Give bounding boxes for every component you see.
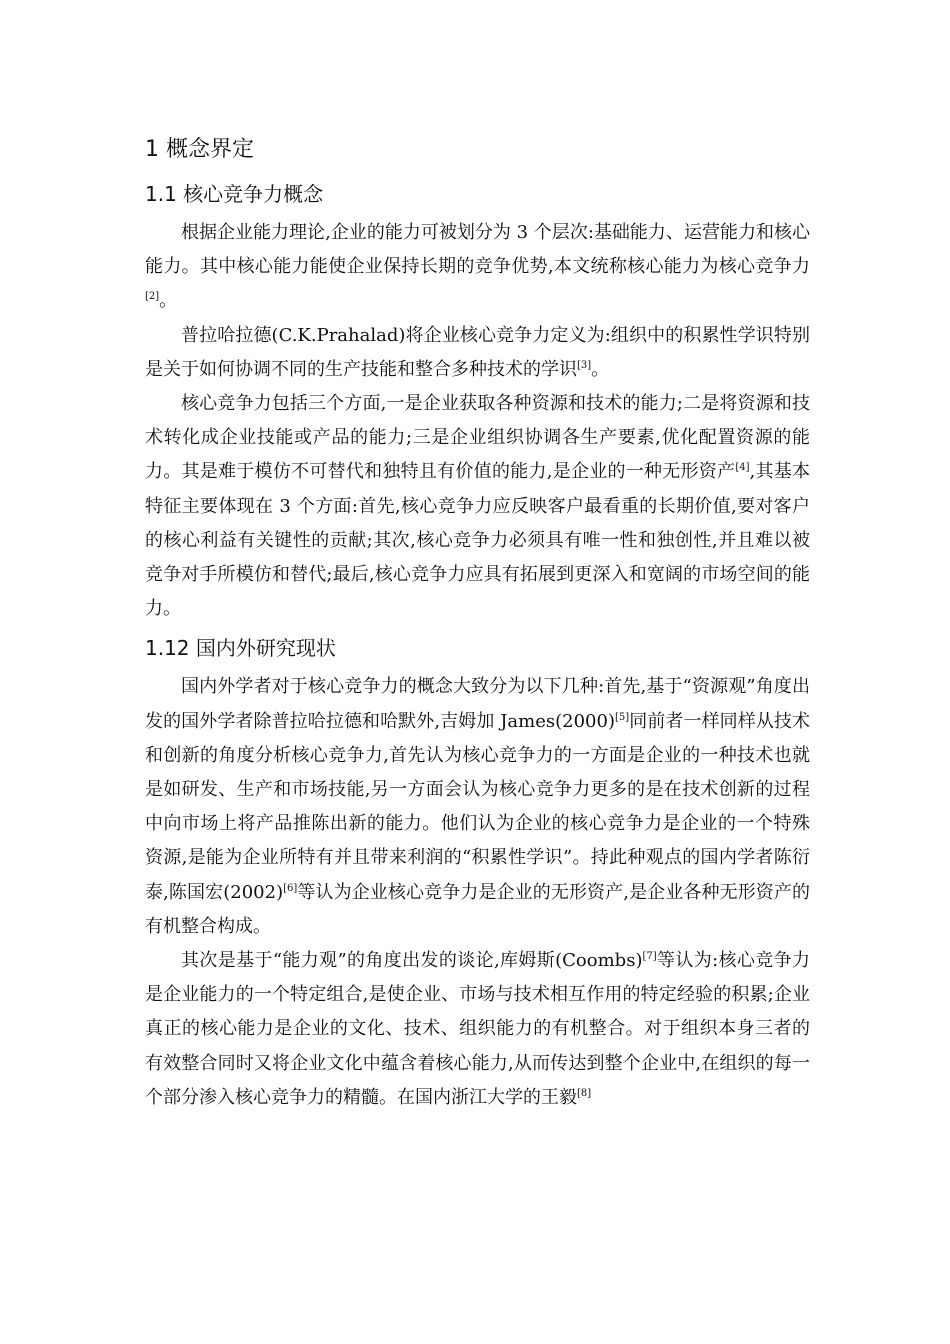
paragraph-text: ,其基本特征主要体现在 3 个方面:首先,核心竞争力应反映客户最看重的长期价值,要对客户的核心利益有关键性的贡献;其次,核心竞争力必须具有唯一性和独创性,并且难以被竞争对手所模仿和替代;最后,核心竞争力应具有拓展到更深入和宽阔的市场空间的能力。 — [145, 461, 810, 620]
paragraph-enterprise-capability-levels — [145, 216, 810, 319]
paragraph-text: 核心竞争力包括三个方面,一是企业获取各种资源和技术的能力;二是将资源和技术转化成企业技能或产品的能力;三是企业组织协调各生产要素,优化配置资源的能力。其是难于模仿不可替代和独特且有价值的能力,是企业的一种无形资产 — [145, 393, 810, 483]
paragraph-text: 等认为企业核心竞争力是企业的无形资产,是企业各种无形资产的有机整合构成。 — [145, 881, 811, 937]
paragraph-resource-view — [145, 670, 810, 944]
paragraph-prahalad-definition — [145, 319, 810, 387]
subsection-heading-research-status: 1.12 国内外研究现状 — [145, 636, 336, 661]
document-body — [145, 128, 810, 1115]
paragraph-three-aspects — [145, 387, 810, 626]
paragraph-capability-view — [145, 944, 810, 1115]
citation-ref: [2] — [145, 291, 160, 303]
paragraph-text: 普拉哈拉德(C.K.Prahalad)将企业核心竞争力定义为:组织中的积累性学识特别是关于如何协调不同的生产技能和整合多种技术的学识 — [145, 324, 810, 380]
paragraph-text: 同前者一样同样从技术和创新的角度分析核心竞争力,首先认为核心竞争力的一方面是企业的一种技术也就是如研发、生产和市场技能,另一方面会认为核心竞争力更多的是在技术创新的过程中向市场上将产品推陈出新的能力。他们认为企业的核心竞争力是企业的一个特殊资源,是能为企业所特有并且带来利润的“积累性学识”。持此种观点的国内学者陈衍泰,陈国宏(2002) — [145, 710, 811, 903]
paragraph-text: 。 — [159, 290, 178, 312]
paragraph-text: 其次是基于“能力观”的角度出发的谈论,库姆斯(Coombs) — [181, 950, 643, 972]
citation-ref: [8] — [577, 1087, 592, 1099]
citation-ref: [5] — [614, 711, 630, 723]
citation-ref: [4] — [735, 462, 750, 474]
citation-ref: [6] — [283, 882, 298, 894]
citation-ref: [7] — [642, 951, 657, 963]
subsection-heading-core-competence-concept: 1.1 核心竞争力概念 — [145, 182, 324, 206]
paragraph-text: 根据企业能力理论,企业的能力可被划分为 3 个层次:基础能力、运营能力和核心能力。其中核心能力能使企业保持长期的竞争优势,本文统称核心能力为核心竞争力 — [145, 222, 810, 278]
section-heading-concept-definition: 1 概念界定 — [145, 137, 254, 162]
citation-ref: [3] — [577, 359, 592, 371]
paragraph-text: 国内外学者对于核心竞争力的概念大致分为以下几种:首先,基于“资源观”角度出发的国外学者除普拉哈拉德和哈默外,吉姆加 James(2000) — [145, 676, 810, 732]
paragraph-text: 。 — [591, 358, 610, 380]
paragraph-text: 等认为:核心竞争力是企业能力的一个特定组合,是使企业、市场与技术相互作用的特定经验的积累;企业真正的核心能力是企业的文化、技术、组织能力的有机整合。对于组织本身三者的有效整合同时又将企业文化中蕴含着核心能力,从而传达到整个企业中,在组织的每一个部分渗入核心竞争力的精髓。在国内浙江大学的王毅 — [145, 950, 810, 1108]
